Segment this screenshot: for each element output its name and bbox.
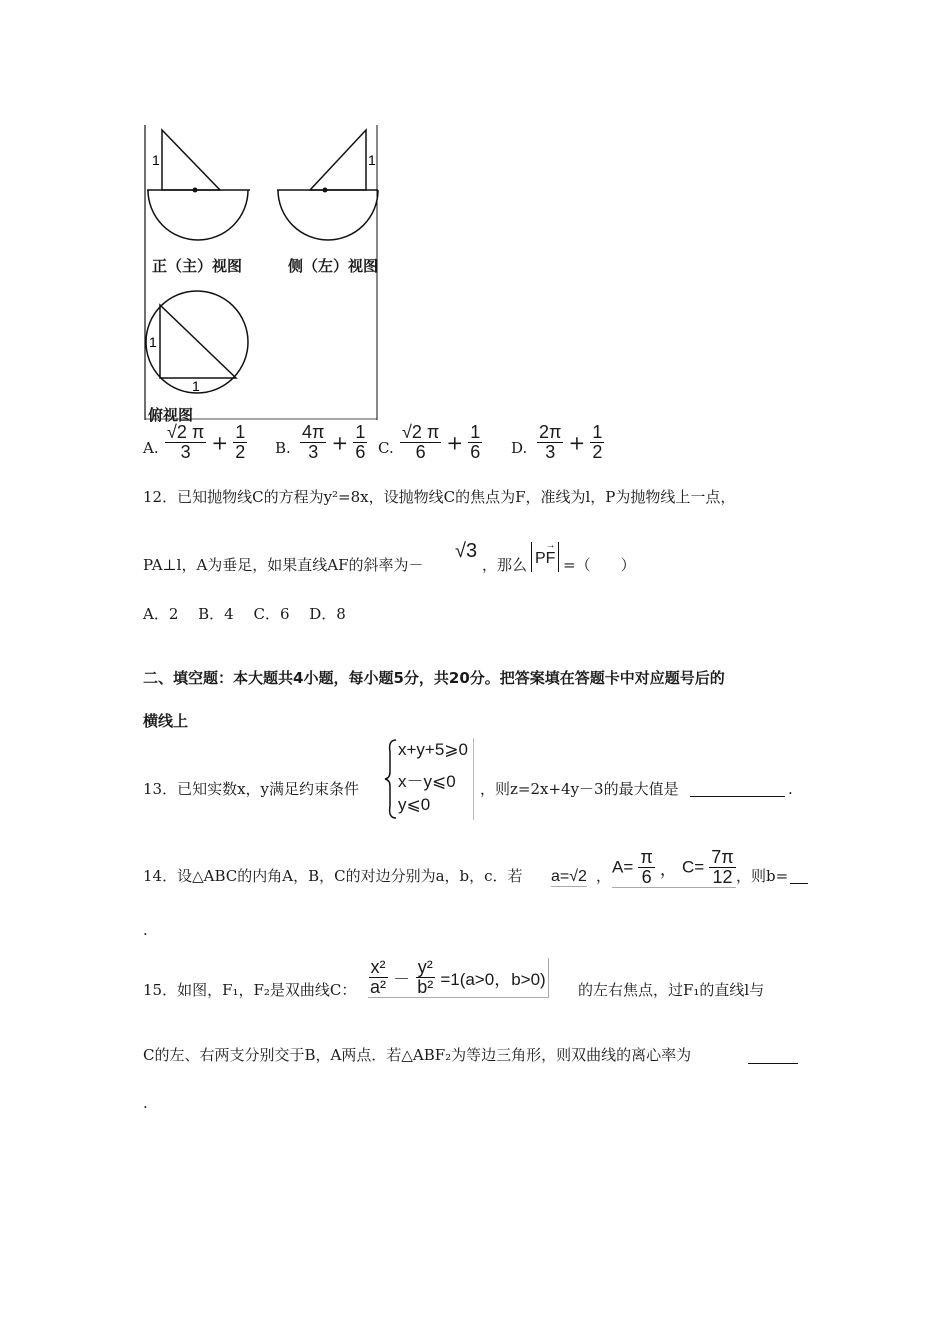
q15-rest: =1(a>0，b>0): [440, 969, 546, 989]
q13-prefix: 13．已知实数x，y满足约束条件: [143, 780, 360, 798]
q14-dot: .: [143, 921, 148, 939]
q15-b2: b²: [417, 976, 434, 997]
top-base-label: 1: [192, 378, 200, 394]
option-c-letter: C.: [378, 439, 394, 457]
q12-line2c: =（ ）: [563, 556, 636, 574]
q12-options: A．2 B．4 C．6 D．8: [143, 605, 346, 623]
side-view-label: 侧（左）视图: [288, 257, 379, 275]
q13-constraint-system: [384, 738, 474, 820]
q12-line2a: PA⊥l，A为垂足，如果直线AF的斜率为－: [143, 556, 424, 574]
side-height-label: 1: [368, 152, 376, 168]
top-side-label: 1: [149, 334, 157, 350]
q15-suffix: 的左右焦点，过F₁的直线l与: [578, 981, 765, 999]
q14-A-num: π: [640, 847, 653, 867]
option-c-num: √2 π: [402, 422, 440, 442]
option-a-plus: +: [211, 430, 229, 455]
q14-comma: ，: [596, 867, 612, 885]
top-view-label: 俯视图: [148, 406, 194, 424]
option-d-letter: D.: [511, 439, 528, 457]
q14-A-den: 6: [641, 866, 652, 887]
q14-C-den: 12: [712, 866, 733, 887]
q14-C-num: 7π: [711, 847, 734, 867]
q13-c3: y⩽0: [398, 795, 431, 814]
option-d-den2: 2: [592, 441, 603, 462]
q15-x2: x²: [370, 957, 386, 977]
front-height-label: 1: [152, 152, 160, 168]
q12-pf-vector: → PF: [531, 542, 559, 572]
q12-line2b: ，那么: [482, 556, 528, 574]
q12-pf-text: PF: [535, 550, 556, 567]
option-b-num: 4π: [302, 422, 325, 442]
option-c-den: 6: [415, 441, 426, 462]
option-a-formula: [165, 423, 247, 462]
front-view-label: 正（主）视图: [152, 257, 243, 275]
option-a-num: √2 π: [167, 422, 205, 442]
section2-line1: 二、填空题：本大题共4小题，每小题5分，共20分。把答案填在答题卡中对应题号后的: [143, 669, 725, 687]
q14-angles: A= $\frac{\pi}{6}$ ， C= $\frac{7\pi}{12}$: [612, 847, 734, 887]
q14-suffix: ，则b=: [736, 867, 789, 885]
brace-icon: [384, 738, 398, 820]
option-a-letter: A.: [143, 439, 159, 457]
option-c-den2: 6: [470, 441, 481, 462]
q15-line2: C的左、右两支分别交于B，A两点．若△ABF₂为等边三角形，则双曲线的离心率为: [143, 1046, 692, 1064]
option-b-letter: B.: [275, 439, 291, 457]
option-b-plus: +: [331, 430, 349, 455]
q14-a-eq: a=√2: [551, 868, 587, 885]
option-c-formula: [400, 423, 482, 462]
option-b-den: 3: [308, 441, 319, 462]
q15-prefix: 15．如图，F₁，F₂是双曲线C：: [143, 981, 357, 999]
q15-hyperbola-eq: [368, 958, 549, 998]
option-b-formula: [300, 423, 367, 462]
q12-line1: 12．已知抛物线C的方程为y²=8x，设抛物线C的焦点为F，准线为l，P为抛物线上一点，: [143, 488, 736, 506]
q13-c1: x+y+5⩾0: [398, 740, 469, 759]
three-view-figure: [142, 125, 382, 429]
option-b-num2: 1: [355, 422, 366, 442]
q15-dot: .: [143, 1094, 148, 1112]
option-d-plus: +: [568, 430, 586, 455]
option-a-den: 3: [180, 441, 191, 462]
q15-answer-blank[interactable]: [748, 1049, 798, 1064]
q13-end: .: [788, 780, 793, 798]
option-c-num2: 1: [470, 422, 481, 442]
q15-minus: －: [393, 969, 411, 989]
q15-a2: a²: [370, 976, 387, 997]
option-a-num2: 1: [235, 422, 246, 442]
option-a-den2: 2: [235, 441, 246, 462]
option-d-num2: 1: [592, 422, 603, 442]
q13-c2: x－y⩽0: [398, 772, 456, 791]
q14-A-eq: A=: [612, 857, 634, 877]
option-d-formula: [537, 423, 604, 462]
q15-y2: y²: [417, 957, 433, 977]
q12-sqrt3: √3: [455, 540, 478, 562]
q14-prefix: 14．设△ABC的内角A，B，C的对边分别为a，b，c．若: [143, 867, 523, 885]
option-b-den2: 6: [355, 441, 366, 462]
q14-answer-blank[interactable]: [790, 869, 808, 884]
section2-line2: 横线上: [143, 712, 189, 730]
q14-C-eq: C=: [681, 857, 705, 877]
option-d-num: 2π: [539, 422, 562, 442]
option-c-plus: +: [446, 430, 464, 455]
q13-answer-blank[interactable]: [690, 782, 785, 797]
option-d-den: 3: [545, 441, 556, 462]
q13-suffix: ，则z=2x+4y－3的最大值是: [480, 780, 679, 798]
